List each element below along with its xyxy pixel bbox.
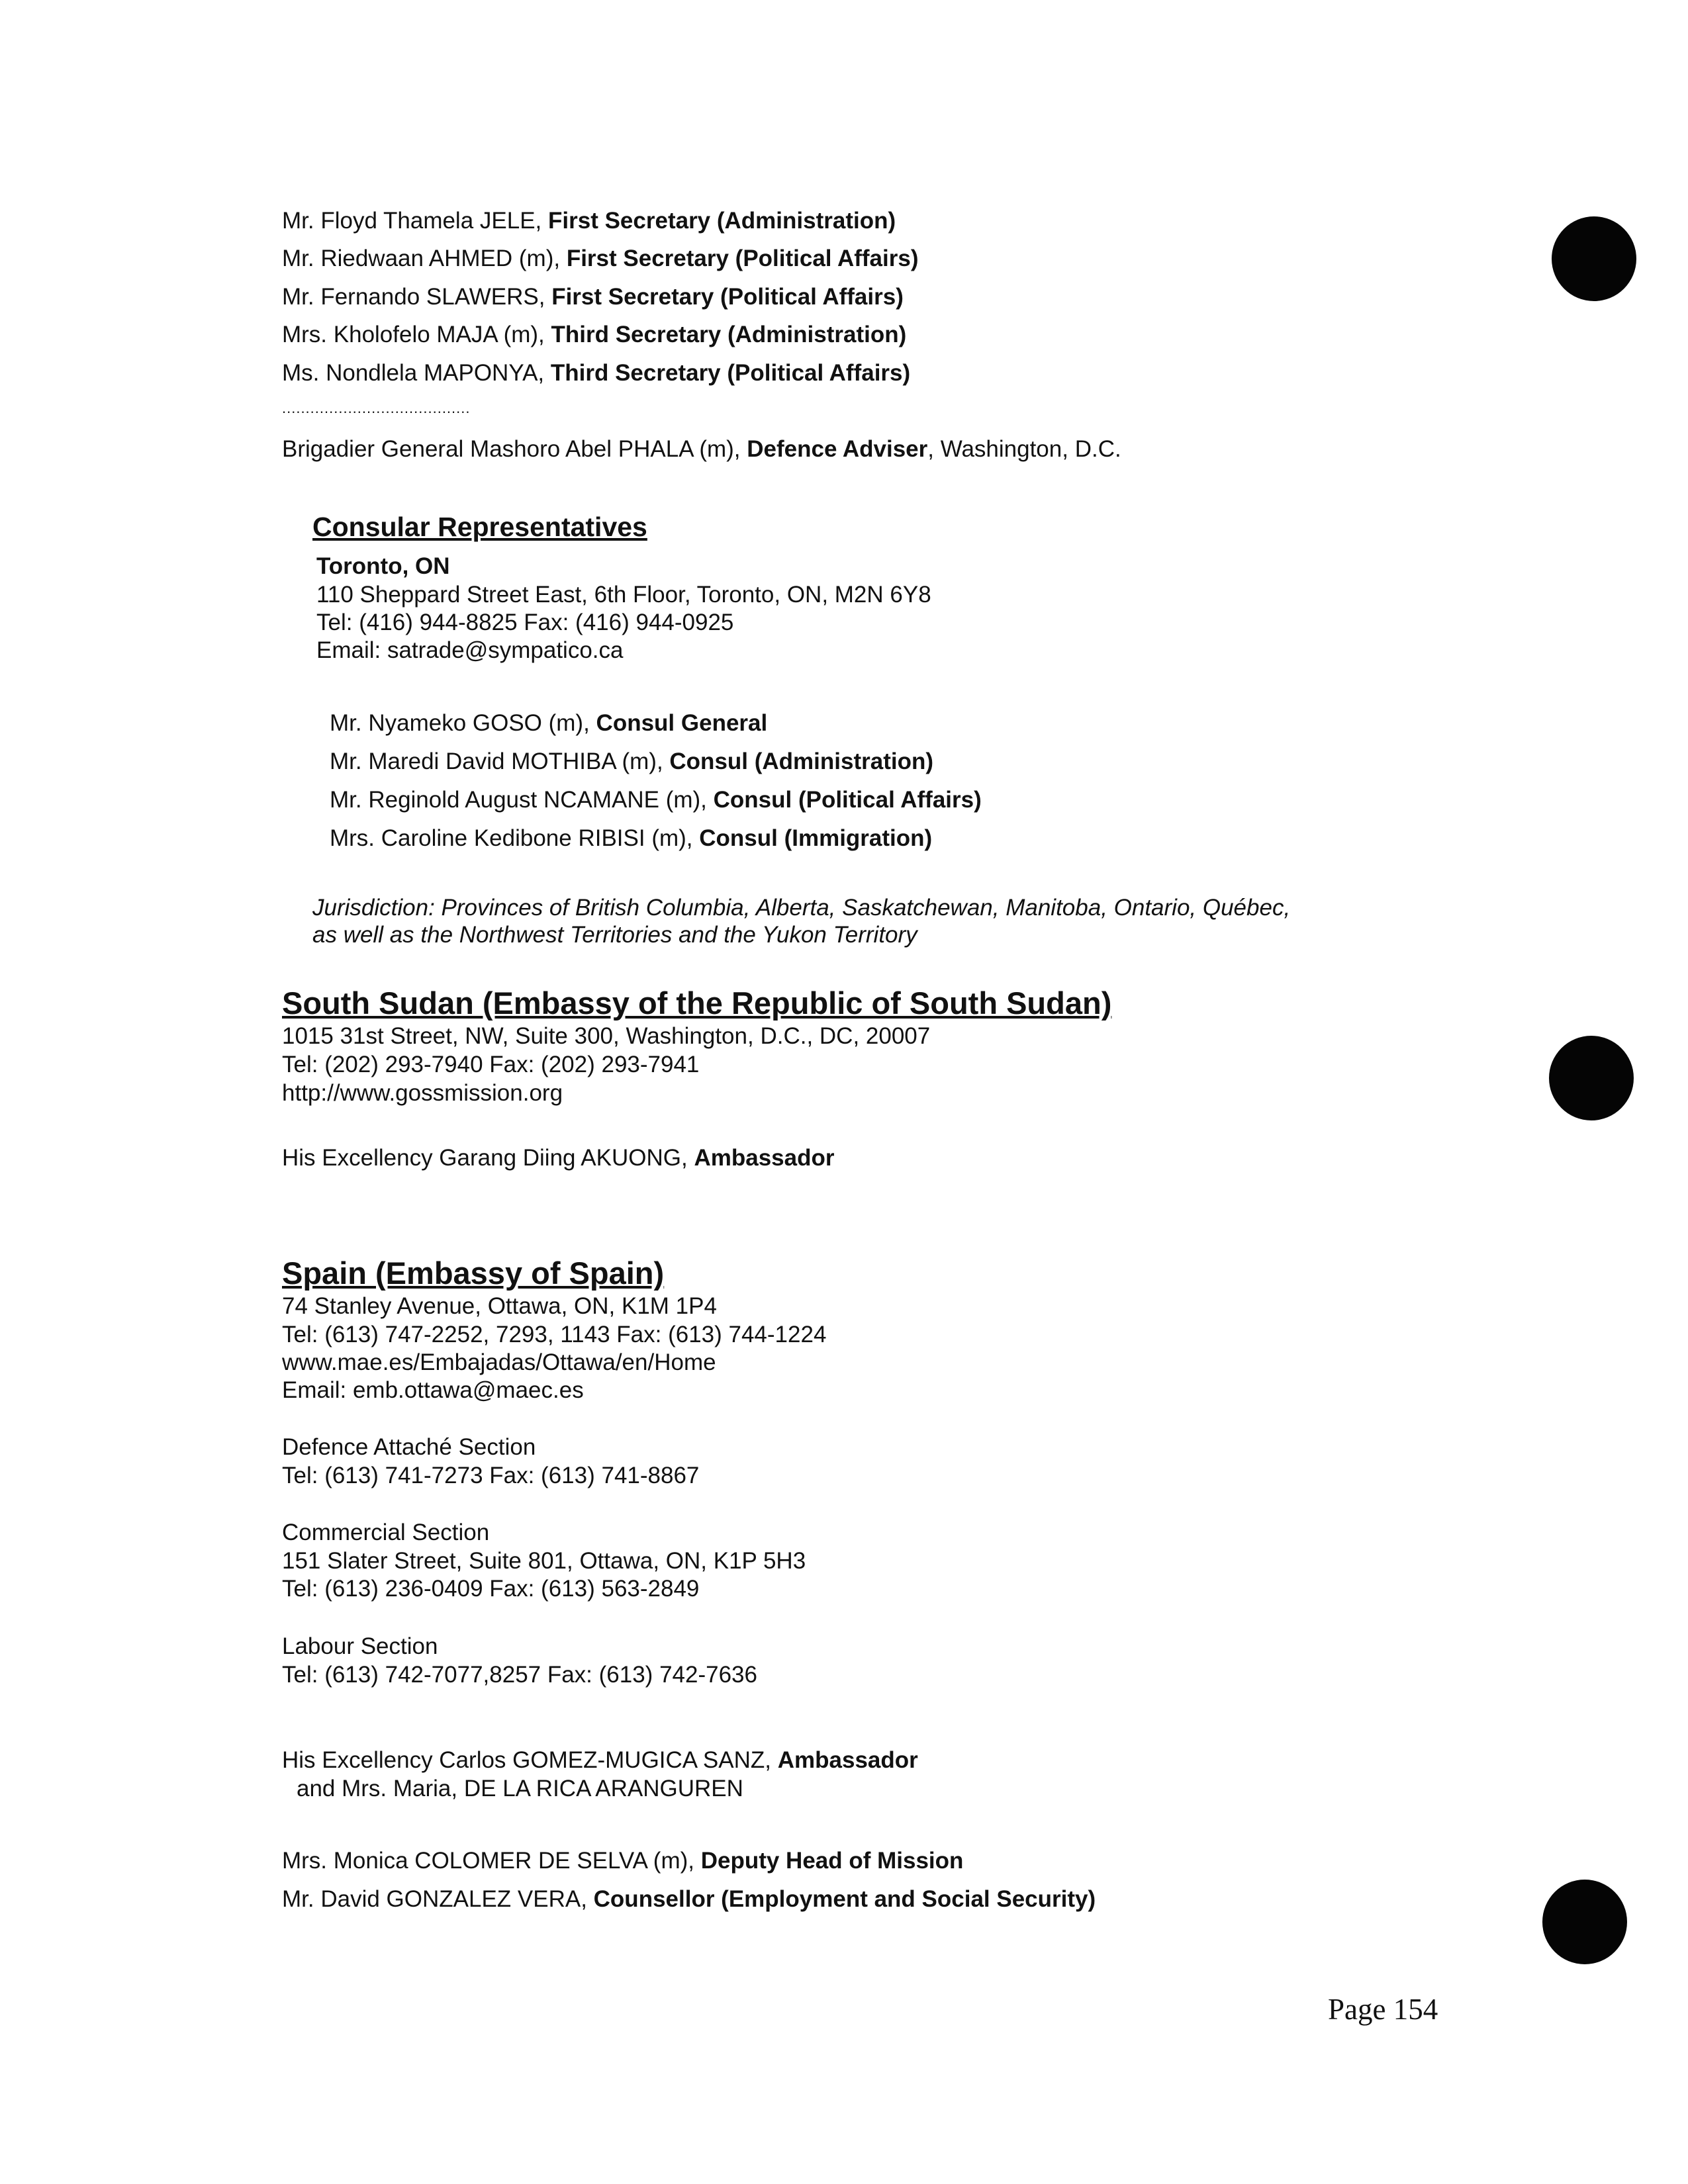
south-sudan-heading: South Sudan (Embassy of the Republic of South Sudan)	[282, 985, 1112, 1021]
punch-hole-middle	[1549, 1036, 1634, 1120]
labour-section-label: Labour Section	[282, 1633, 438, 1659]
staff-name: Mrs. Kholofelo MAJA (m),	[282, 322, 551, 347]
staff-name: Mr. Fernando SLAWERS,	[282, 284, 552, 310]
south-sudan-phone: Tel: (202) 293-7940 Fax: (202) 293-7941	[282, 1052, 700, 1077]
spain-address: 74 Stanley Avenue, Ottawa, ON, K1M 1P4	[282, 1293, 717, 1319]
staff-title: Consul (Immigration)	[699, 825, 933, 851]
south-sudan-address: 1015 31st Street, NW, Suite 300, Washington, D.C., DC, 20007	[282, 1023, 931, 1049]
staff-line	[282, 208, 896, 234]
staff-name: Ms. Nondlela MAPONYA,	[282, 360, 551, 386]
staff-name: His Excellency Garang Diing AKUONG,	[282, 1145, 694, 1171]
staff-location: , Washington, D.C.	[927, 436, 1121, 462]
staff-title: First Secretary (Political Affairs)	[566, 246, 919, 271]
commercial-section-label: Commercial Section	[282, 1520, 490, 1545]
separator-dots: ........................................	[282, 400, 471, 416]
consular-staff-line	[330, 710, 767, 737]
defence-section-label: Defence Attaché Section	[282, 1434, 536, 1460]
spain-ambassador-spouse: and Mrs. Maria, DE LA RICA ARANGUREN	[297, 1776, 743, 1801]
staff-name: Mr. David GONZALEZ VERA,	[282, 1886, 594, 1912]
consular-email: Email: satrade@sympatico.ca	[316, 637, 624, 663]
staff-name: Mr. Reginold August NCAMANE (m),	[330, 787, 714, 813]
staff-title: Third Secretary (Political Affairs)	[550, 360, 911, 386]
spain-website: www.mae.es/Embajadas/Ottawa/en/Home	[282, 1349, 716, 1375]
staff-name: Mrs. Caroline Kedibone RIBISI (m),	[330, 825, 700, 851]
consular-heading: Consular Representatives	[312, 512, 647, 542]
staff-name: Mr. Nyameko GOSO (m),	[330, 710, 596, 736]
staff-line	[282, 246, 918, 272]
staff-title: First Secretary (Political Affairs)	[551, 284, 904, 310]
staff-title: Third Secretary (Administration)	[551, 322, 907, 347]
spain-email: Email: emb.ottawa@maec.es	[282, 1377, 584, 1403]
staff-name: Mr. Maredi David MOTHIBA (m),	[330, 749, 670, 774]
staff-line	[282, 284, 904, 310]
punch-hole-top	[1552, 216, 1636, 301]
punch-hole-bottom	[1542, 1880, 1627, 1964]
commercial-section-address: 151 Slater Street, Suite 801, Ottawa, ON, K1P 5H3	[282, 1548, 806, 1574]
commercial-section-phone: Tel: (613) 236-0409 Fax: (613) 563-2849	[282, 1576, 700, 1602]
consular-city: Toronto, ON	[316, 553, 450, 579]
staff-title: Deputy Head of Mission	[700, 1848, 964, 1874]
staff-name: Mr. Riedwaan AHMED (m),	[282, 246, 567, 271]
defence-adviser-line	[282, 436, 1121, 463]
staff-name: Mrs. Monica COLOMER DE SELVA (m),	[282, 1848, 701, 1874]
staff-name: His Excellency Carlos GOMEZ-MUGICA SANZ,	[282, 1747, 778, 1773]
staff-title: First Secretary (Administration)	[548, 208, 896, 234]
consular-phone: Tel: (416) 944-8825 Fax: (416) 944-0925	[316, 610, 734, 635]
jurisdiction-line-1: Jurisdiction: Provinces of British Columbia, Alberta, Saskatchewan, Manitoba, Ontario, Québec,	[312, 895, 1291, 921]
staff-title: Consul (Political Affairs)	[713, 787, 982, 813]
staff-title: Counsellor (Employment and Social Security)	[593, 1886, 1096, 1912]
staff-title: Ambassador	[777, 1747, 918, 1773]
staff-title: Consul General	[596, 710, 768, 736]
staff-title: Defence Adviser	[747, 436, 928, 462]
labour-section-phone: Tel: (613) 742-7077,8257 Fax: (613) 742-7636	[282, 1662, 757, 1688]
staff-name: Brigadier General Mashoro Abel PHALA (m),	[282, 436, 747, 462]
consular-staff-line	[330, 825, 932, 852]
staff-line	[282, 322, 906, 348]
spain-ambassador	[282, 1747, 918, 1774]
south-sudan-ambassador	[282, 1145, 834, 1171]
consular-address: 110 Sheppard Street East, 6th Floor, Toronto, ON, M2N 6Y8	[316, 582, 931, 608]
page-number: Page 154	[1328, 1993, 1438, 2026]
staff-name: Mr. Floyd Thamela JELE,	[282, 208, 549, 234]
staff-title: Ambassador	[694, 1145, 835, 1171]
defence-section-phone: Tel: (613) 741-7273 Fax: (613) 741-8867	[282, 1463, 700, 1488]
staff-title: Consul (Administration)	[669, 749, 933, 774]
spain-heading: Spain (Embassy of Spain)	[282, 1255, 665, 1291]
spain-phone: Tel: (613) 747-2252, 7293, 1143 Fax: (613) 744-1224	[282, 1322, 827, 1347]
spain-staff-line	[282, 1848, 963, 1874]
consular-staff-line	[330, 787, 982, 813]
spain-staff-line	[282, 1886, 1096, 1913]
staff-line	[282, 360, 910, 387]
jurisdiction-line-2: as well as the Northwest Territories and the Yukon Territory	[312, 922, 917, 948]
south-sudan-website: http://www.gossmission.org	[282, 1080, 563, 1106]
consular-staff-line	[330, 749, 933, 775]
